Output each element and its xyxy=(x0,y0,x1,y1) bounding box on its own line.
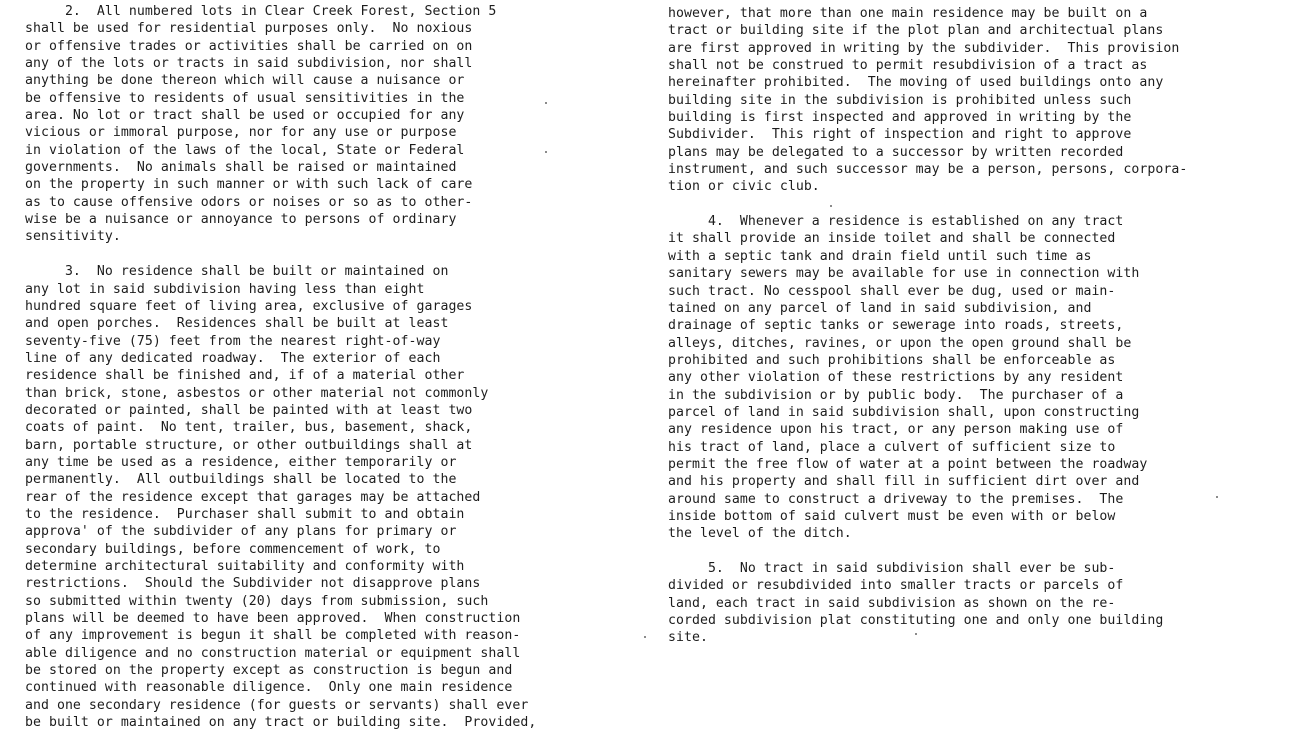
text-line: plans may be delegated to a successor by written recorded xyxy=(668,144,1124,160)
text-line: area. No lot or tract shall be used or occupied for any xyxy=(25,108,465,124)
scan-speck xyxy=(644,636,646,638)
paragraph-2 xyxy=(25,3,615,246)
text-line: land, each tract in said subdivision as shown on the re- xyxy=(668,595,1116,611)
text-line: approva' of the subdivider of any plans for primary or xyxy=(25,524,457,540)
paragraph-5 xyxy=(668,560,1288,647)
text-line: determine architectural suitability and conformity with xyxy=(25,559,465,574)
text-line: coats of paint. No tent, trailer, bus, basement, shack, xyxy=(25,420,473,436)
text-line: wise be a nuisance or annoyance to persons of ordinary xyxy=(25,212,457,228)
paragraph-gap xyxy=(25,246,615,263)
text-line: Subdivider. This right of inspection and right to approve xyxy=(668,127,1132,143)
scan-speck xyxy=(545,102,547,104)
text-line: line of any dedicated roadway. The exterior of each xyxy=(25,350,441,366)
text-line: tract or building site if the plot plan and architectual plans xyxy=(668,23,1164,39)
text-line: any of the lots or tracts in said subdivision, nor shall xyxy=(25,56,473,72)
text-line: his tract of land, place a culvert of sufficient size to xyxy=(668,439,1116,455)
text-line: than brick, stone, asbestos or other material not commonly xyxy=(25,385,489,401)
text-line: restrictions. Should the Subdivider not disapprove plans xyxy=(25,576,481,592)
text-line: continued with reasonable diligence. Only one main residence xyxy=(25,680,513,696)
text-line: the level of the ditch. xyxy=(668,526,852,542)
text-line: 3. No residence shall be built or maintained on xyxy=(25,264,449,280)
text-line: governments. No animals shall be raised or maintained xyxy=(25,160,457,176)
scan-speck xyxy=(545,151,547,153)
text-line: any residence upon his tract, or any person making use of xyxy=(668,422,1124,438)
text-line: able diligence and no construction material or equipment shall xyxy=(25,645,521,661)
text-line: site. xyxy=(668,630,708,646)
text-line: be built or maintained on any tract or building site. Provided, xyxy=(25,715,537,731)
text-line: 5. No tract in said subdivision shall ever be sub- xyxy=(668,561,1116,576)
text-line: parcel of land in said subdivision shall, upon constructing xyxy=(668,404,1140,420)
scan-speck xyxy=(915,633,917,635)
text-line: building site in the subdivision is prohibited unless such xyxy=(668,92,1132,108)
text-line: hereinafter prohibited. The moving of used buildings onto any xyxy=(668,75,1164,91)
left-column xyxy=(25,3,615,731)
text-line: and his property and shall fill in sufficient dirt over and xyxy=(668,474,1140,490)
paragraph-4 xyxy=(668,213,1288,543)
paragraph-gap xyxy=(668,543,1288,560)
text-line: tion or civic club. xyxy=(668,179,820,195)
paragraph-3-continued xyxy=(668,5,1288,196)
text-line: decorated or painted, shall be painted with at least two xyxy=(25,402,473,418)
text-line: any lot in said subdivision having less than eight xyxy=(25,281,425,297)
text-line: barn, portable structure, or other outbuildings shall at xyxy=(25,437,473,453)
text-line: inside bottom of said culvert must be even with or below xyxy=(668,508,1116,524)
text-line: 2. All numbered lots in Clear Creek Forest, Section 5 xyxy=(25,4,497,19)
text-line: hundred square feet of living area, exclusive of garages xyxy=(25,298,473,314)
text-line: around same to construct a driveway to the premises. The xyxy=(668,491,1124,507)
text-line: any time be used as a residence, either temporarily or xyxy=(25,454,457,470)
text-line: to the residence. Purchaser shall submit to and obtain xyxy=(25,506,465,522)
scan-speck xyxy=(830,205,832,207)
right-column xyxy=(668,5,1288,647)
text-line: so submitted within twenty (20) days from submission, such xyxy=(25,593,489,609)
text-line: plans will be deemed to have been approved. When construction xyxy=(25,611,521,627)
text-line: 4. Whenever a residence is established on any tract xyxy=(668,214,1124,230)
text-line: instrument, and such successor may be a person, persons, corpora- xyxy=(668,162,1188,178)
text-line: corded subdivision plat constituting one and only one building xyxy=(668,613,1164,629)
text-line: sensitivity. xyxy=(25,229,121,245)
text-line: secondary buildings, before commencement of work, to xyxy=(25,541,441,557)
text-line: permit the free flow of water at a point between the roadway xyxy=(668,456,1148,472)
text-line: and open porches. Residences shall be built at least xyxy=(25,316,449,332)
text-line: be offensive to residents of usual sensitivities in the xyxy=(25,90,465,106)
paragraph-gap xyxy=(668,196,1288,213)
text-line: seventy-five (75) feet from the nearest right-of-way xyxy=(25,333,441,349)
text-line: in the subdivision or by public body. The purchaser of a xyxy=(668,387,1124,403)
text-line: or offensive trades or activities shall be carried on on xyxy=(25,38,473,54)
text-line: shall not be construed to permit resubdivision of a tract as xyxy=(668,58,1148,74)
text-line: residence shall be finished and, if of a material other xyxy=(25,368,465,384)
text-line: building is first inspected and approved in writing by the xyxy=(668,110,1132,126)
text-line: any other violation of these restrictions by any resident xyxy=(668,370,1124,386)
text-line: anything be done thereon which will cause a nuisance or xyxy=(25,73,465,89)
text-line: and one secondary residence (for guests or servants) shall ever xyxy=(25,697,529,713)
text-line: be stored on the property except as construction is begun and xyxy=(25,663,513,679)
text-line: drainage of septic tanks or sewerage into roads, streets, xyxy=(668,318,1124,334)
text-line: prohibited and such prohibitions shall be enforceable as xyxy=(668,352,1116,368)
paragraph-3 xyxy=(25,263,615,731)
text-line: tained on any parcel of land in said subdivision, and xyxy=(668,300,1092,316)
text-line: are first approved in writing by the subdivider. This provision xyxy=(668,40,1180,56)
text-line: divided or resubdivided into smaller tracts or parcels of xyxy=(668,578,1124,594)
text-line: rear of the residence except that garages may be attached xyxy=(25,489,481,505)
text-line: on the property in such manner or with such lack of care xyxy=(25,177,473,193)
text-line: shall be used for residential purposes only. No noxious xyxy=(25,21,473,37)
scan-speck xyxy=(1216,496,1218,498)
text-line: such tract. No cesspool shall ever be dug, used or main- xyxy=(668,283,1116,299)
text-line: it shall provide an inside toilet and shall be connected xyxy=(668,231,1116,247)
text-line: permanently. All outbuildings shall be located to the xyxy=(25,472,457,488)
text-line: of any improvement is begun it shall be completed with reason- xyxy=(25,628,521,644)
text-line: as to cause offensive odors or noises or so as to other- xyxy=(25,194,473,210)
text-line: vicious or immoral purpose, nor for any use or purpose xyxy=(25,125,457,141)
text-line: however, that more than one main residence may be built on a xyxy=(668,6,1148,21)
text-line: with a septic tank and drain field until such time as xyxy=(668,248,1092,264)
text-line: sanitary sewers may be available for use in connection with xyxy=(668,266,1140,282)
text-line: alleys, ditches, ravines, or upon the open ground shall be xyxy=(668,335,1132,351)
text-line: in violation of the laws of the local, State or Federal xyxy=(25,142,465,158)
